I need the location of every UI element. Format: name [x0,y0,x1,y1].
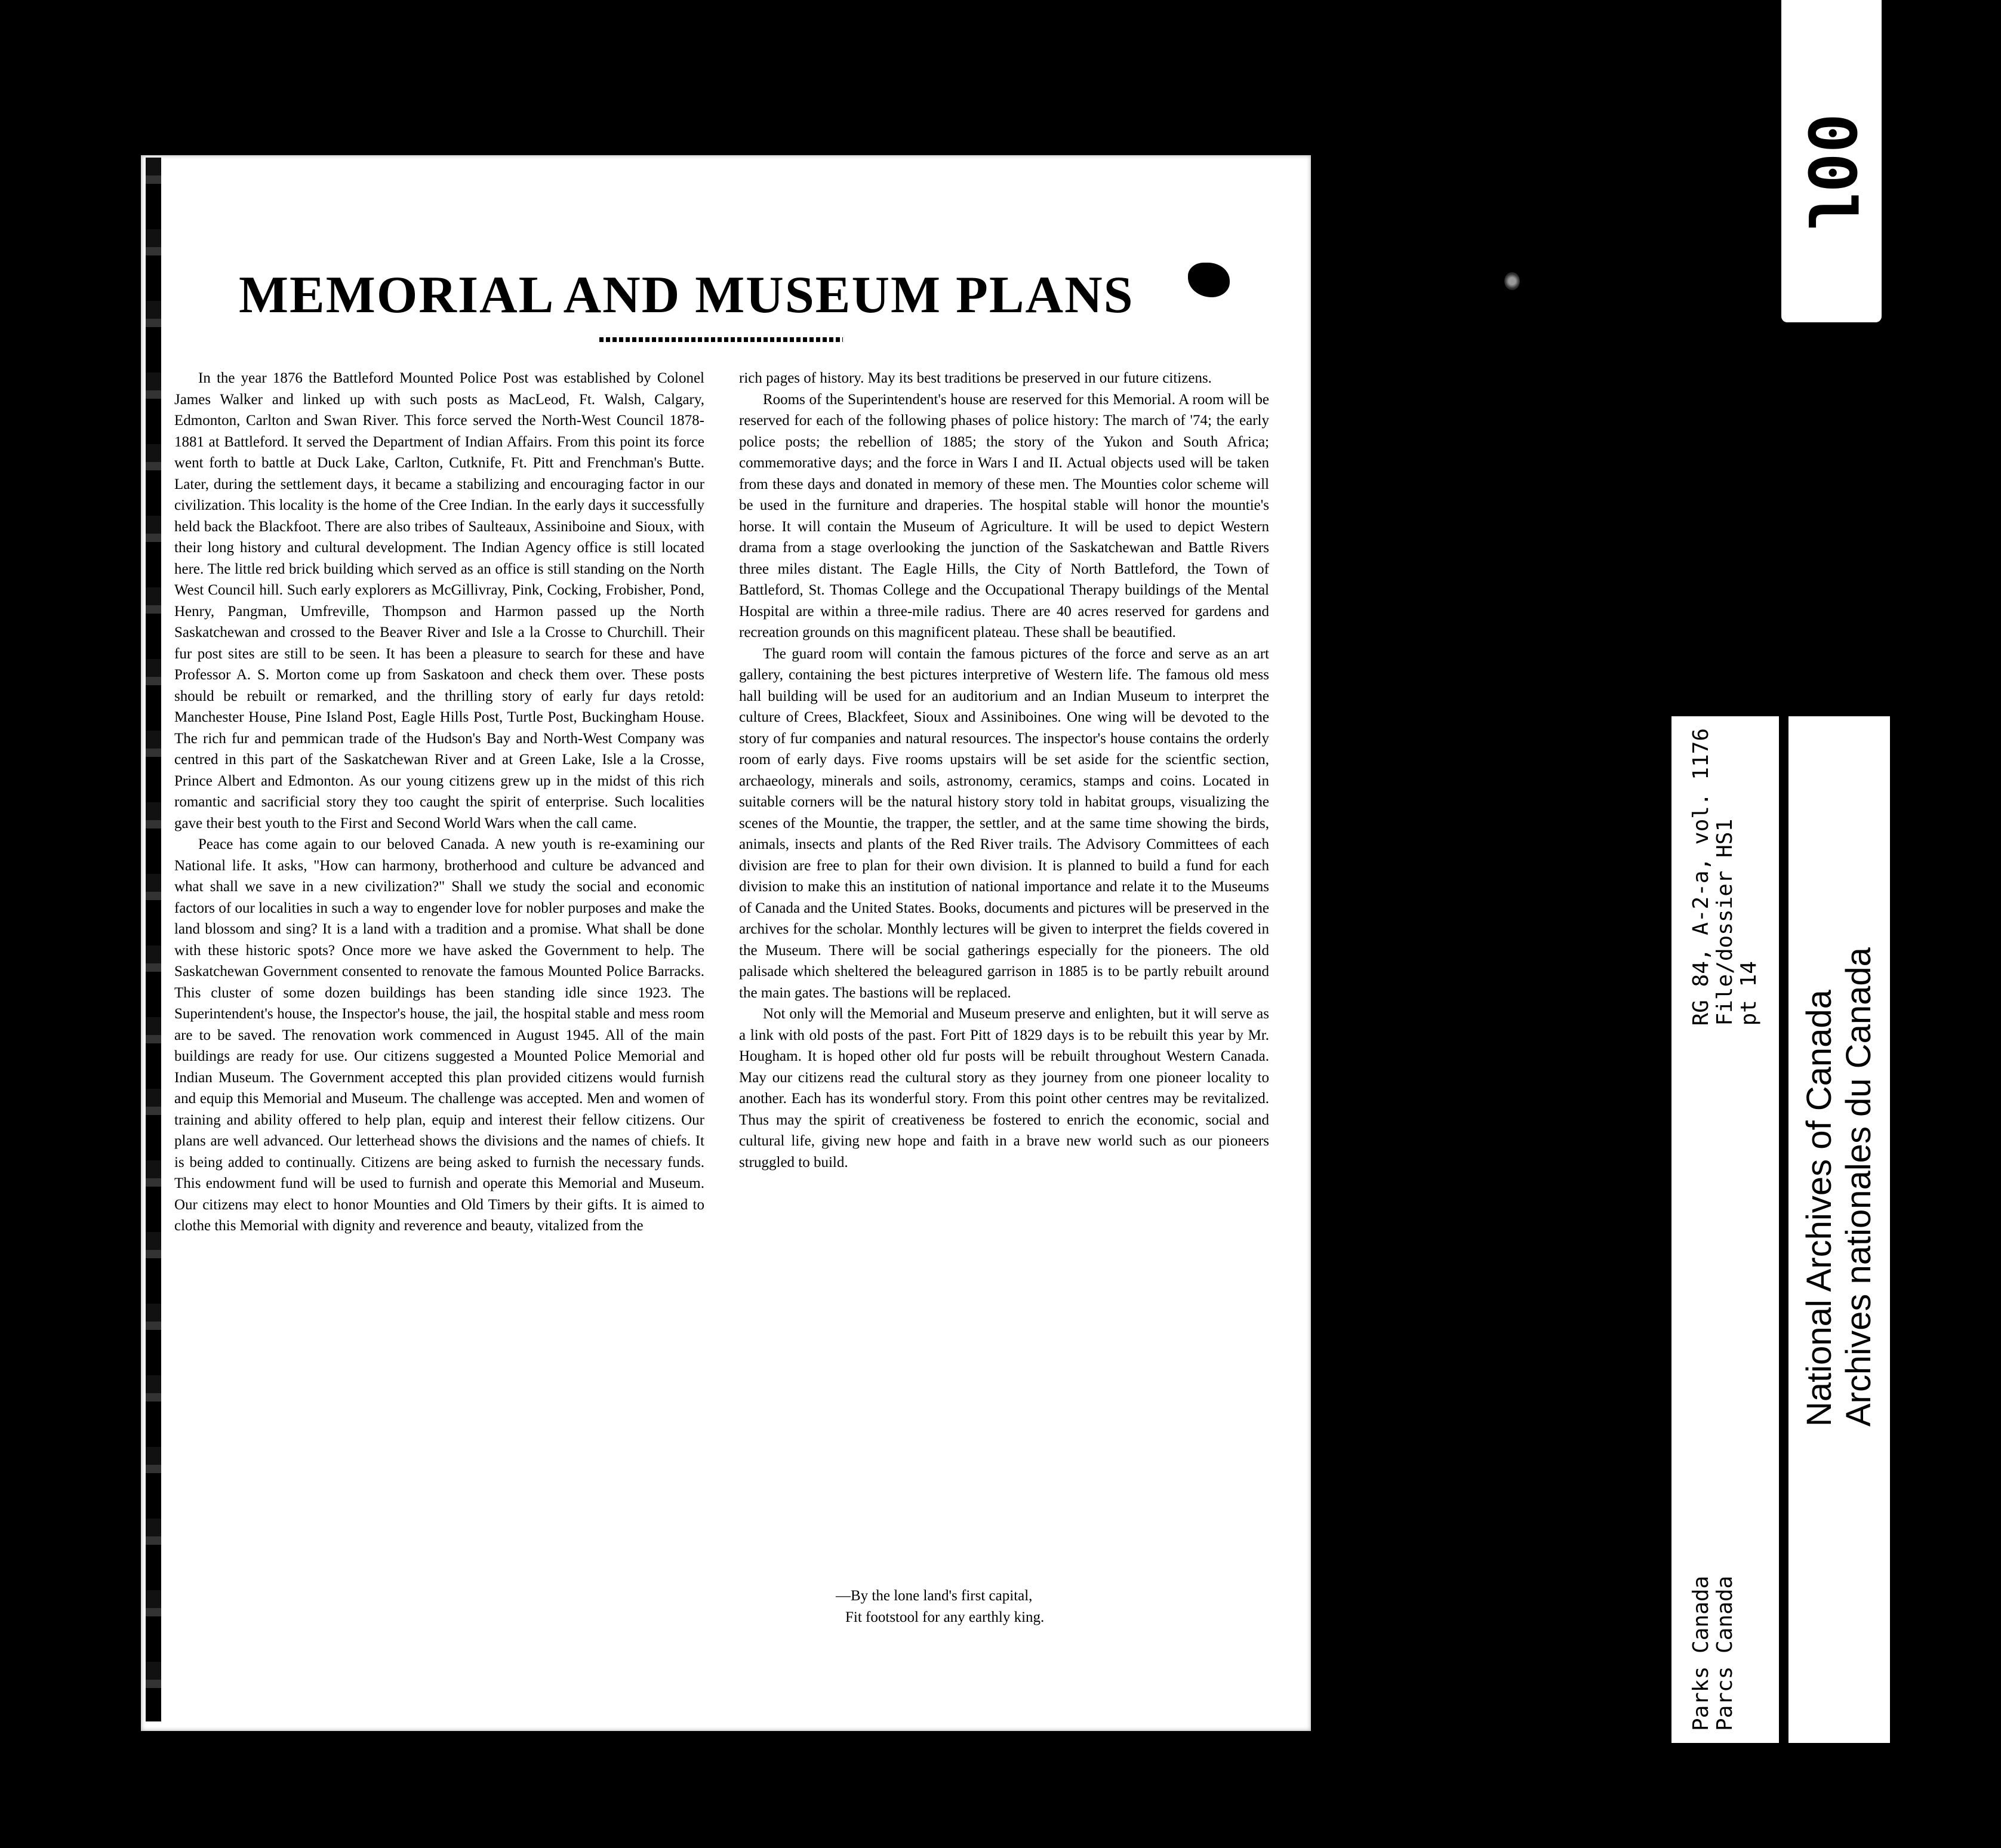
archives-line: Archives nationales du Canada [1839,947,1878,1427]
agency-line: Parcs Canada [1713,1575,1737,1731]
closing-line: Fit footstool for any earthly king. [845,1609,1045,1625]
left-column [174,368,704,1237]
paragraph: Not only will the Memorial and Museum preserve and enlighten, but it will serve as a link with old posts of the past. Fort Pitt of 1829 days is to be rebuilt this year by Mr. Hougham. It is hoped other old fur posts will be rebuilt throughout Western Canada. May our citizens read the cultural story as they journey from one pioneer locality to another. Each has its wonderful story. From this point other centres may be revitalized. Thus may the spirit of creativeness be fostered to enrich the economic, social and cultural life, giving new hope and faith in a brave new world such as our pioneers struggled to build. [739,1006,1269,1171]
document-title: MEMORIAL AND MUSEUM PLANS [239,266,1134,324]
paragraph: Peace has come again to our beloved Canada. A new youth is re-examining our National life. It asks, "How can harmony, brotherhood and culture be advanced and what shall we save in a new civilization?" Shall we study the social and economic factors of our localities in such a way to engender love for nobler purposes and make the land blossom and sing? It is a land with a tradition and a promise. What shall be done with these historic spots? Once more we have asked the Government to help. The Saskatchewan Government consented to renovate the famous Mounted Police Barracks. This cluster of some dozen buildings has been standing idle since 1923. The Superintendent's house, the Inspector's house, the jail, the hospital stable and mess room are to be saved. The renovation work commenced in August 1945. All of the main buildings are ready for use. Our citizens suggested a Mounted Police Memorial and Indian Museum. The Government accepted this plan provided citizens would furnish and equip this Memorial and Museum. The challenge was accepted. Men and women of training and ability offered to help plan, equip and interest their fellow citizens. Our plans are well advanced. Our letterhead shows the divisions and the names of chiefs. It is being added to continually. Citizens are being asked to furnish the necessary funds. This endowment fund will be used to furnish and operate this Memorial and Museum. Our citizens may elect to honor Mounties and Old Timers by their gifts. It is aimed to clothe this Memorial with dignity and reverence and beauty, vitalized from the [174,836,704,1234]
closing-line: —By the lone land's first capital, [836,1588,1033,1604]
agency-block [1689,1576,1737,1731]
closing-verse [836,1585,1044,1628]
torn-page-edge [146,158,161,1721]
archives-line: National Archives of Canada [1800,990,1839,1427]
reel-marker [1781,0,1882,322]
reference-line: pt 14 [1737,961,1761,1026]
agency-line: Parks Canada [1689,1575,1713,1731]
paragraph: The guard room will contain the famous pictures of the force and serve as an art gallery, containing the best pictures interpretive of Western life. The famous old mess hall building will be used for an auditorium and an Indian Museum to interpret the culture of Crees, Blackfeet, Sioux and Assiniboines. One wing will be devoted to the story of fur companies and natural resources. The inspector's house contains the orderly room of early days. Five rooms upstairs will be set aside for the scientfic section, archaeology, minerals and soils, astronomy, ceramics, stamps and coins. Located in suitable corners will be the natural history story told in habitat groups, visualizing the scenes of the Mountie, the trapper, the settler, and at the same time showing the birds, animals, insects and plants of the Red River trails. The Advisory Committees of each division are free to plan for their own division. It is planned to build a fund for each division to make this an institution of national importance and relate it to the Museums of Canada and the United States. Books, documents and pictures will be preserved in the archives for the scholar. Monthly lectures will be given to interpret the fields covered in the Museum. There will be social gatherings especially for the pioneers. The old palisade which sheltered the beleagured garrison in 1885 is to be partly rebuilt around the main gates. The bastions will be replaced. [739,645,1269,1001]
title-ornamental-rule [599,337,843,342]
reference-line: RG 84, A-2-a, vol. 1176 [1689,728,1713,1026]
paragraph-continuation: rich pages of history. May its best traditions be preserved in our future citizens. [739,370,1212,386]
archives-label-text [1800,722,1879,1737]
paragraph: In the year 1876 the Battleford Mounted Police Post was established by Colonel James Walker and linked up with such posts as MacLeod, Ft. Walsh, Calgary, Edmonton, Carlton and Swan River. This force served the North-West Council 1878-1881 at Battleford. It served the Department of Indian Affairs. From this point its force went forth to battle at Duck Lake, Carlton, Cutknife, Ft. Pitt and Frenchman's Butte. Later, during the settlement days, it became a stabilizing and encouraging factor in our civilization. This locality is the home of the Cree Indian. In the early days it successfully held back the Blackfoot. There are also tribes of Saulteaux, Assiniboine and Sioux, with their long history and cultural development. The Indian Agency office is still located here. The little red brick building which served as an office is still standing on the North West Council hill. Such early explorers as McGillivray, Pink, Cocking, Frobisher, Pond, Henry, Pangman, Umfreville, Thompson and Harmon passed up the North Saskatchewan and crossed to the Beaver River and Isle a la Crosse to Churchill. Their fur post sites are still to be seen. It has been a pleasure to search for these and have Professor A. S. Morton come up from Saskatoon and check them over. These posts should be rebuilt or remarked, and the thrilling story of early fur days retold: Manchester House, Pine Island Post, Eagle Hills Post, Turtle Post, Buckingham House. The rich fur and pemmican trade of the Hudson's Bay and North-West Company was centred in this part of the Saskatchewan River and at Green Lake, Isle a la Crosse, Prince Albert and Edmonton. As our young citizens grew up in the midst of this rich romantic and sacrificial story they too caught the spirit of enterprise. Such localities gave their best youth to the First and Second World Wars when the call came. [174,370,704,831]
reference-label-text [1689,728,1761,1731]
archives-label [1788,716,1890,1743]
reel-marker-text: 00l [1793,113,1870,232]
reference-line: File/dossier HS1 [1713,818,1737,1026]
right-column [739,368,1269,1173]
reference-label [1671,716,1779,1743]
reference-block [1689,728,1761,1026]
paragraph: Rooms of the Superintendent's house are reserved for this Memorial. A room will be reserved for each of the following phases of police history: The march of '74; the early police posts; the rebellion of 1885; the story of the Yukon and South Africa; commemorative days; and the force in Wars I and II. Actual objects used will be taken from these days and donated in memory of these men. The Mounties color scheme will be used in the furniture and draperies. The hospital stable will honor the mountie's horse. It will contain the Museum of Agriculture. It will be used to depict Western drama from a stage overlooking the junction of the Saskatchewan and Battle Rivers three miles distant. The Eagle Hills, the City of North Battleford, the Town of Battleford, St. Thomas College and the Occupational Therapy buildings of the Mental Hospital are within a three-mile radius. There are 40 acres reserved for gardens and recreation grounds on this magnificent plateau. These shall be beautified. [739,391,1269,640]
scan-speck [1504,272,1520,290]
